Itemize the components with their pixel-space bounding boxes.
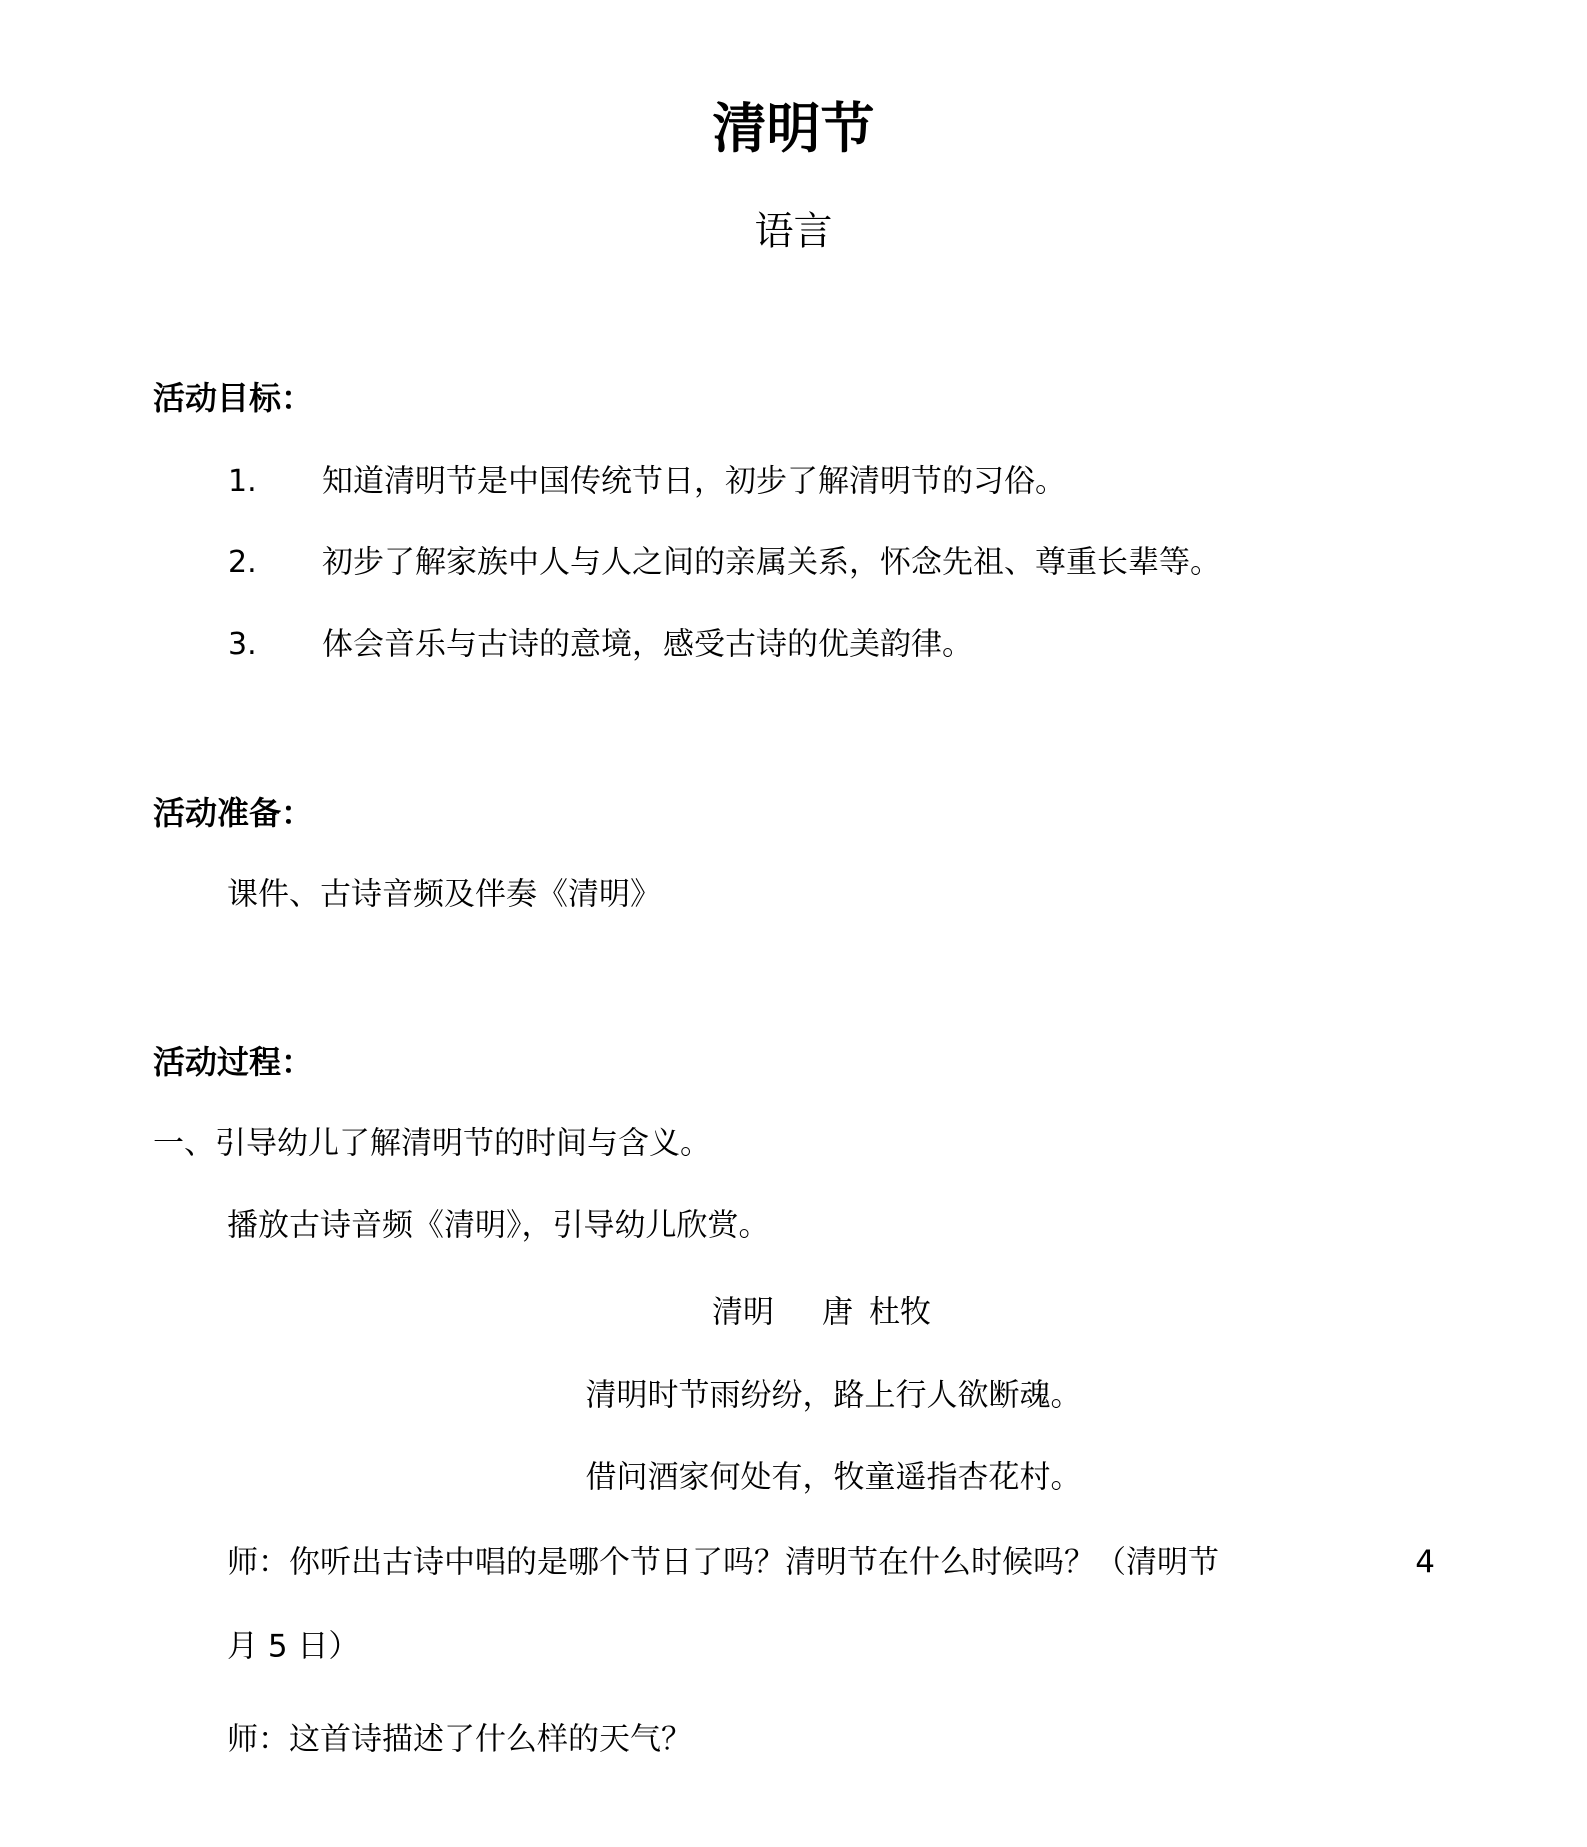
poem-dynasty: 唐: [822, 1294, 853, 1331]
objectives-heading: 活动目标：: [153, 379, 314, 417]
poem-author: 杜牧: [869, 1294, 931, 1331]
objective-text: 体会音乐与古诗的意境，感受古诗的优美韵律。: [322, 626, 973, 663]
teacher-question-1-continued: 月 5 日）: [227, 1628, 360, 1665]
teacher-question-month: 4: [1415, 1544, 1435, 1581]
objective-number: 3.: [228, 627, 257, 662]
poem-heading: [712, 1294, 931, 1331]
poem-line: 清明时节雨纷纷，路上行人欲断魂。: [585, 1377, 1082, 1414]
process-heading: 活动过程：: [153, 1043, 314, 1081]
objective-number: 2.: [228, 545, 257, 580]
process-step-intro: 播放古诗音频《清明》，引导幼儿欣赏。: [227, 1207, 770, 1244]
poem-line: 借问酒家何处有，牧童遥指杏花村。: [585, 1459, 1082, 1496]
document-title: 清明节: [712, 97, 875, 160]
preparation-heading: 活动准备：: [153, 794, 314, 832]
teacher-question-1: [227, 1544, 1435, 1581]
objective-text: 知道清明节是中国传统节日，初步了解清明节的习俗。: [322, 463, 1066, 500]
document-subtitle: 语言: [754, 209, 833, 255]
poem-title: 清明: [712, 1294, 774, 1331]
objective-number: 1.: [228, 464, 257, 499]
preparation-text: 课件、古诗音频及伴奏《清明》: [227, 876, 661, 913]
teacher-question-2: 师：这首诗描述了什么样的天气？: [227, 1721, 692, 1758]
objective-text: 初步了解家族中人与人之间的亲属关系，怀念先祖、尊重长辈等。: [322, 544, 1221, 581]
process-step-title: 一、引导幼儿了解清明节的时间与含义。: [153, 1125, 711, 1162]
teacher-question-text: 师：你听出古诗中唱的是哪个节日了吗？清明节在什么时候吗？（清明节: [227, 1544, 1219, 1581]
